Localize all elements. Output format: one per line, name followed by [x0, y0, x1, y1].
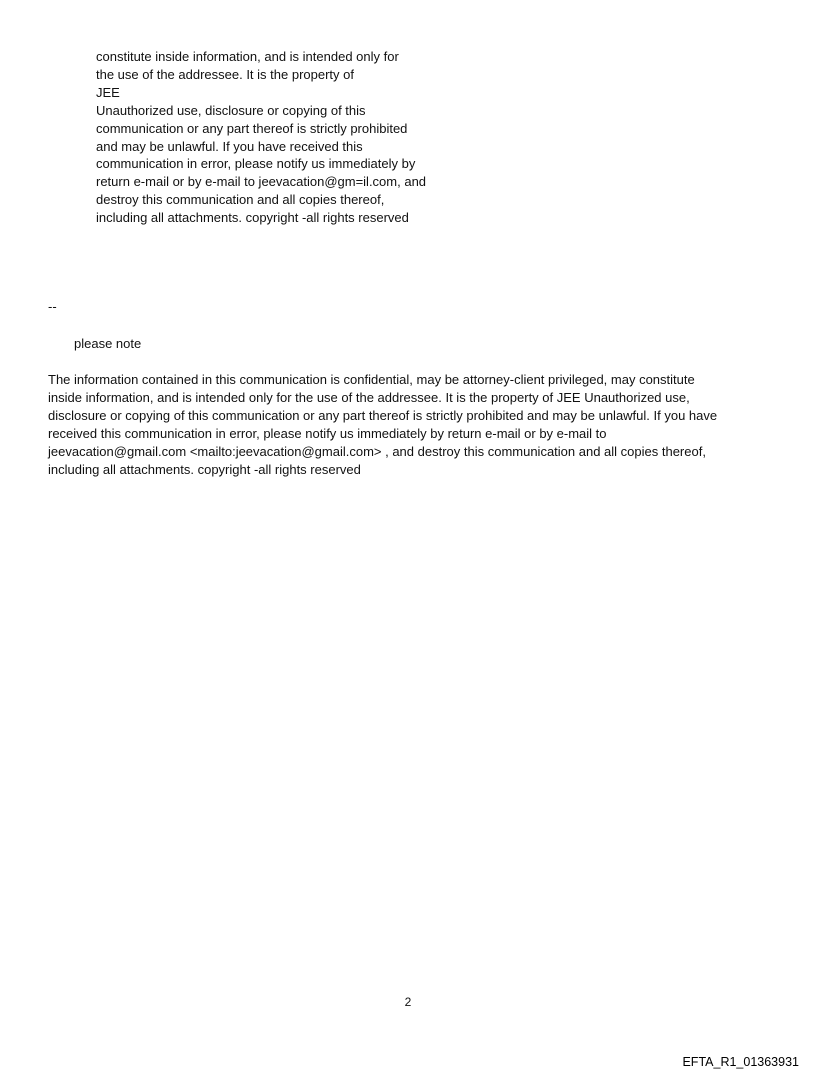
disclaimer-line: disclosure or copying of this communication or any part thereof is strictly prohibited and may be unlawful. If you have [48, 407, 718, 423]
disclaimer-line: inside information, and is intended only for the use of the addressee. It is the property of JEE Unauthorized use, [48, 389, 690, 405]
disclaimer-line: The information contained in this communication is confidential, may be attorney-client privileged, may constitute [48, 372, 695, 387]
page-number: 2 [404, 995, 412, 1009]
quoted-line: constitute inside information, and is intended only for [96, 49, 399, 64]
disclaimer-line: received this communication in error, please notify us immediately by return e-mail or by e-mail to [48, 425, 607, 441]
quoted-confidentiality-notice [96, 48, 476, 227]
quoted-line: communication or any part thereof is strictly prohibited [96, 120, 408, 136]
quoted-line: communication in error, please notify us immediately by [96, 156, 416, 172]
quoted-line: JEE [96, 84, 120, 100]
signature-separator: -- [48, 299, 57, 314]
quoted-line: the use of the addressee. It is the property of [96, 66, 354, 82]
disclaimer-line: including all attachments. copyright -all rights reserved [48, 461, 361, 477]
quoted-line: destroy this communication and all copies thereof, [96, 192, 385, 208]
quoted-line: Unauthorized use, disclosure or copying of this [96, 102, 366, 118]
quoted-line: return e-mail or by e-mail to jeevacation@gm=il.com, and [96, 174, 427, 190]
note-heading: please note [74, 336, 142, 351]
quoted-line: including all attachments. copyright -all rights reserved [96, 210, 409, 226]
confidentiality-disclaimer [48, 371, 768, 478]
disclaimer-line: jeevacation@gmail.com <mailto:jeevacation@gmail.com> , and destroy this communication and all copies thereof, [48, 443, 706, 459]
quoted-line: and may be unlawful. If you have received this [96, 138, 363, 154]
document-id-stamp: EFTA_R1_01363931 [682, 1055, 799, 1069]
